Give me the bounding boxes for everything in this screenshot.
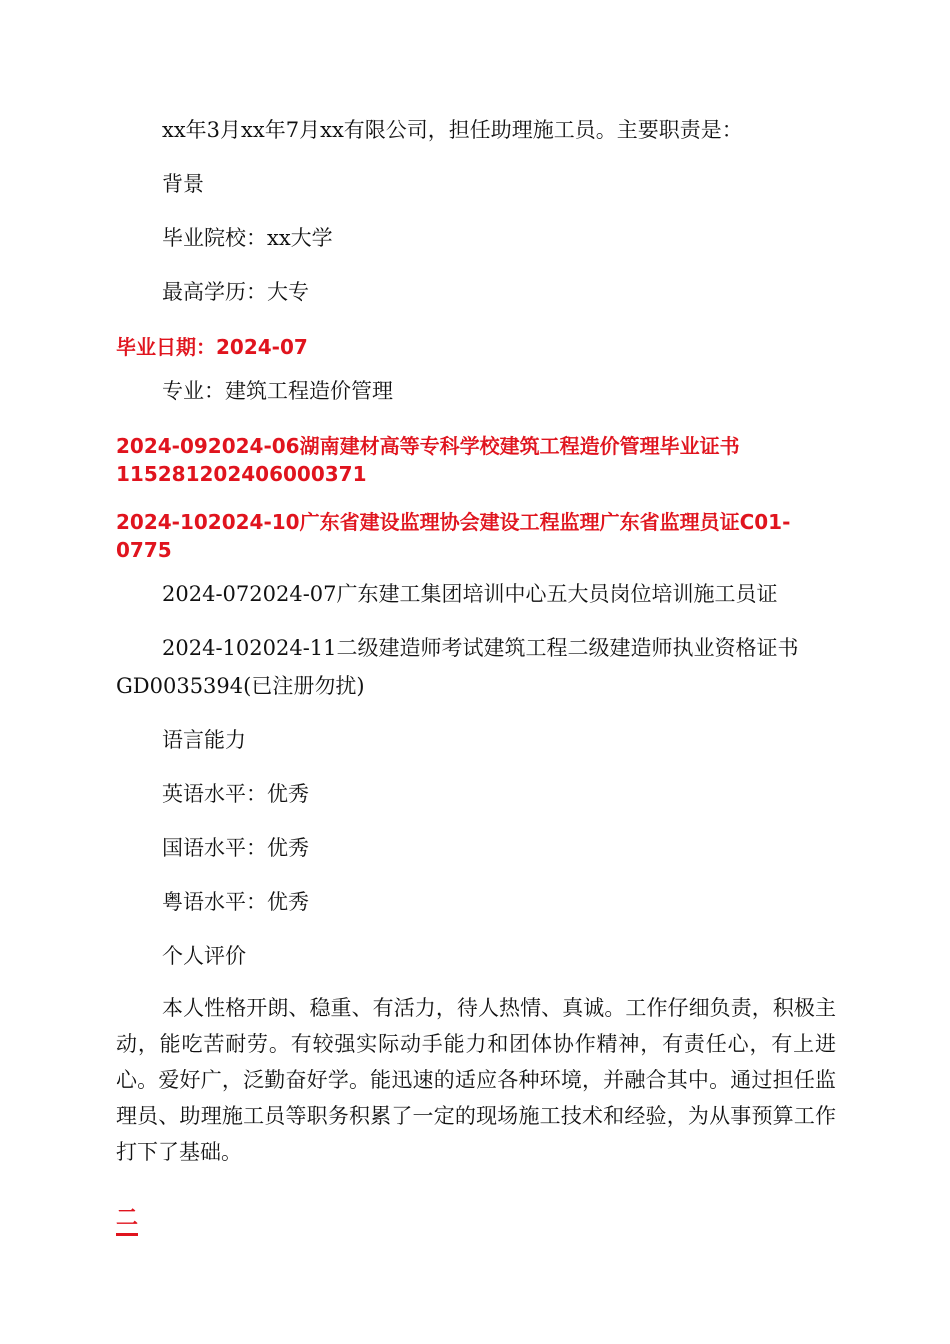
mandarin-level-line: 国语水平：优秀: [162, 836, 309, 860]
certificate-line-2-number: 0775: [116, 538, 172, 562]
certificate-line-2: 2024-102024-10广东省建设监理协会建设工程监理广东省监理员证C01-: [116, 510, 791, 534]
section-heading-self-evaluation: 个人评价: [162, 944, 246, 968]
certificate-line-4: 2024-102024-11二级建造师考试建筑工程二级建造师执业资格证书: [162, 636, 799, 660]
major-line: 专业：建筑工程造价管理: [162, 379, 393, 403]
english-level-line: 英语水平：优秀: [162, 782, 309, 806]
section-heading-background: 背景: [162, 172, 204, 196]
highest-degree-line: 最高学历：大专: [162, 280, 309, 304]
self-evaluation-paragraph: 本人性格开朗、稳重、有活力，待人热情、真诚。工作仔细负责，积极主动，能吃苦耐劳。有较强实际动手能力和团体协作精神，有责任心，有上进心。爱好广，泛勤奋好学。能迅速的适应各种环境，并融合其中。通过担任监理员、助理施工员等职务积累了一定的现场施工技术和经验，为从事预算工作打下了基础。: [116, 996, 836, 1164]
graduation-date-line: 毕业日期：2024-07: [116, 335, 308, 359]
certificate-line-1: 2024-092024-06湖南建材高等专科学校建筑工程造价管理毕业证书: [116, 434, 740, 458]
graduated-school-line: 毕业院校：xx大学: [162, 226, 333, 250]
certificate-line-1-number: 115281202406000371: [116, 462, 367, 486]
section-mark: 二: [116, 1205, 138, 1236]
cantonese-level-line: 粤语水平：优秀: [162, 890, 309, 914]
certificate-line-4-number: GD0035394(已注册勿扰): [116, 674, 365, 698]
section-heading-language: 语言能力: [162, 728, 246, 752]
certificate-line-3: 2024-072024-07广东建工集团培训中心五大员岗位培训施工员证: [162, 582, 778, 606]
work-experience-line: xx年3月xx年7月xx有限公司，担任助理施工员。主要职责是：: [162, 118, 743, 142]
